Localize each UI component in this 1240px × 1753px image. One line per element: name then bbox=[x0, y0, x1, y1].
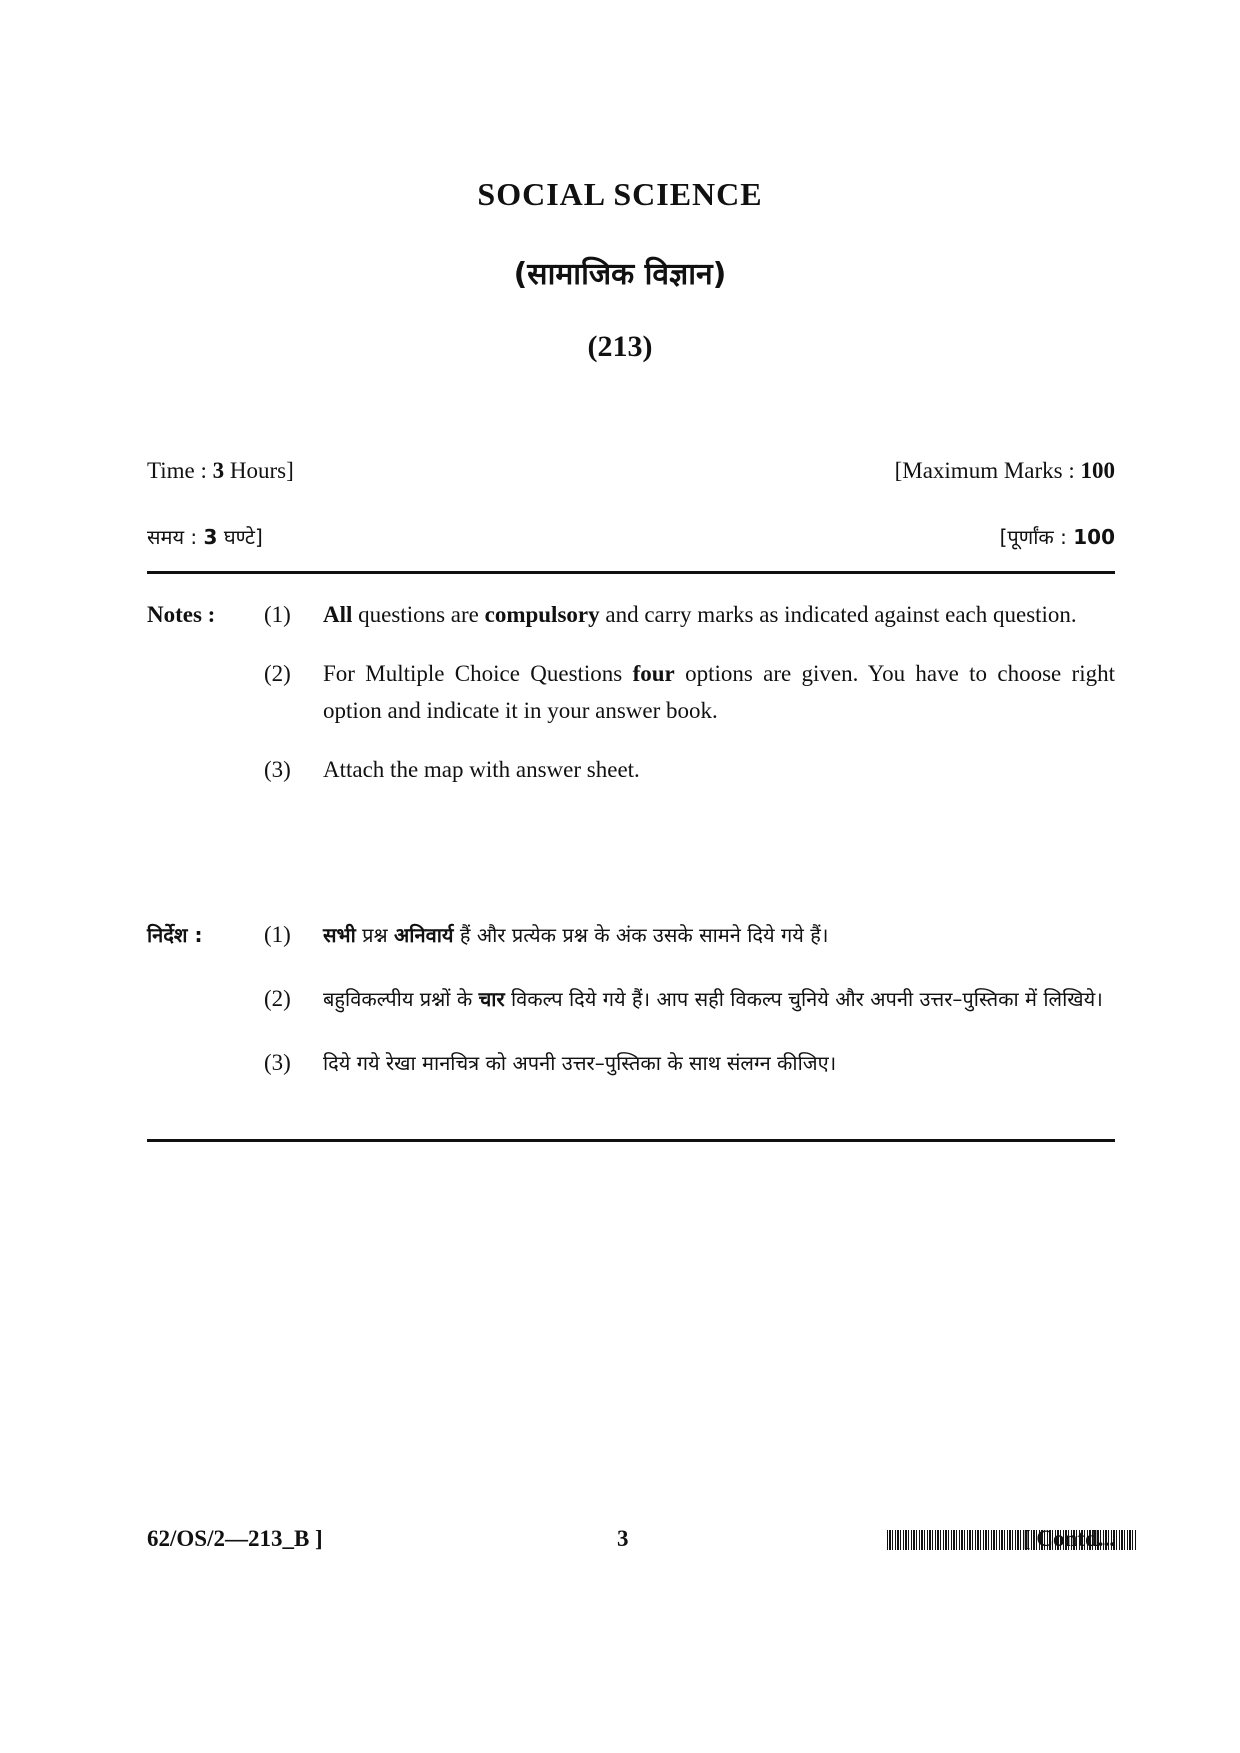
time-marks-row bbox=[147, 458, 1115, 484]
page-footer bbox=[147, 1526, 1115, 1558]
subject-code: (213) bbox=[587, 330, 653, 363]
continued-label: [ Contd... bbox=[1022, 1526, 1115, 1551]
time-marks-row-hindi bbox=[147, 523, 1115, 550]
note-item-hindi: (2) बहुविकल्पीय प्रश्नों के चार विकल्प दिये गये हैं। आप सही विकल्प चुनिये और अपनी उत्तर–पुस्तिका में लिखिये। bbox=[264, 986, 1103, 1011]
divider-top bbox=[147, 571, 1115, 574]
notes-hindi bbox=[147, 914, 1115, 1106]
notes-label-hindi: निर्देश : bbox=[147, 923, 203, 947]
note-item: (3) Attach the map with answer sheet. bbox=[264, 757, 640, 782]
max-marks-info: [Maximum Marks : 100 bbox=[894, 458, 1115, 483]
notes-english bbox=[147, 596, 1115, 810]
time-info: Time : 3 Hours] bbox=[147, 458, 294, 483]
max-marks-info-hindi: [पूर्णांक : 100 bbox=[999, 525, 1115, 549]
note-item: (1) All questions are compulsory and carry marks as indicated against each question. bbox=[264, 602, 1077, 627]
note-item-hindi: (3) दिये गये रेखा मानचित्र को अपनी उत्तर–पुस्तिका के साथ संलग्न कीजिए। bbox=[264, 1050, 837, 1075]
note-item: (2) For Multiple Choice Questions four options are given. You have to choose right option and indicate it in your answer book. bbox=[264, 661, 1115, 723]
divider-bottom bbox=[147, 1139, 1115, 1142]
page-subtitle-hindi: (सामाजिक विज्ञान) bbox=[513, 257, 727, 292]
notes-label: Notes : bbox=[147, 602, 216, 627]
page-number: 3 bbox=[617, 1526, 629, 1551]
paper-code: 62/OS/2—213_B ] bbox=[147, 1526, 323, 1551]
note-item-hindi: (1) सभी प्रश्न अनिवार्य हैं और प्रत्येक प्रश्न के अंक उसके सामने दिये गये हैं। bbox=[264, 922, 829, 947]
time-info-hindi: समय : 3 घण्टे] bbox=[147, 525, 263, 549]
page-title: SOCIAL SCIENCE bbox=[477, 176, 763, 212]
